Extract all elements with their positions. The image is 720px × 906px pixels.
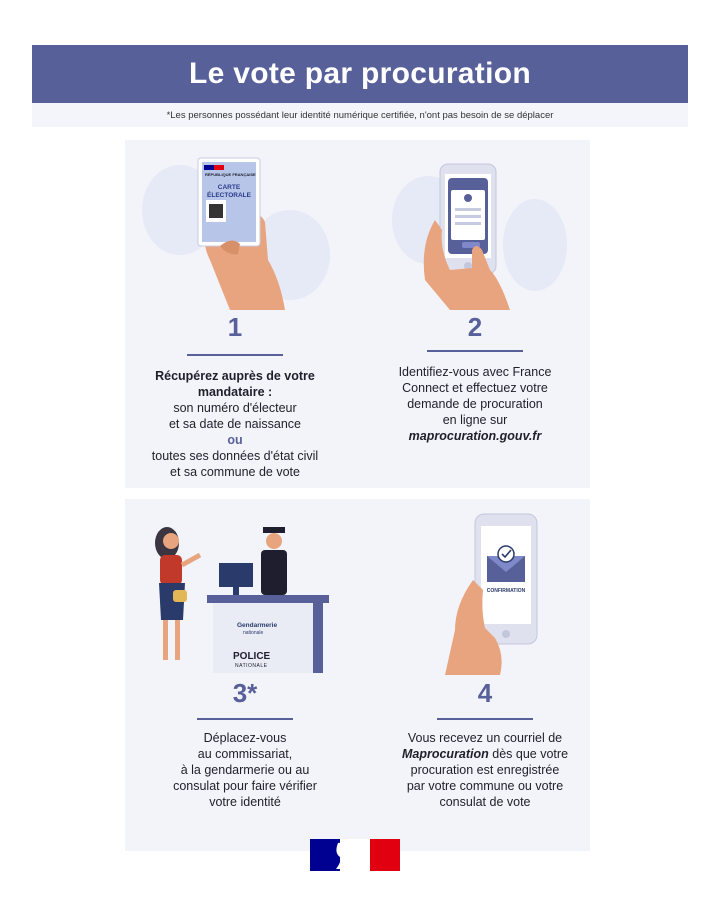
step-4-divider [437, 718, 533, 720]
electoral-card-illustration [140, 150, 330, 310]
marianne-flag-icon [310, 839, 400, 871]
card-title: CARTE ÉLECTORALE [207, 184, 251, 199]
step-2-url: maprocuration.gouv.fr [408, 429, 542, 443]
confirmation-phone-illustration [425, 510, 565, 675]
step-4-brand-line [380, 746, 590, 762]
step-1-line: et sa commune de vote [170, 465, 300, 479]
step-2-divider [427, 350, 523, 352]
step-3-line: consulat pour faire vérifier [173, 779, 317, 793]
step-3-divider [197, 718, 293, 720]
note-text: *Les personnes possédant leur identité numérique certifiée, n'ont pas besoin de se déplacer [166, 109, 554, 121]
step-4-text [380, 730, 590, 810]
step-3-line: Déplacez-vous [203, 731, 287, 745]
step-1-divider [187, 354, 283, 356]
step-2-line: Identifiez-vous avec France [398, 365, 552, 379]
step-1-line: et sa date de naissance [168, 417, 302, 431]
step-3-line: au commissariat, [197, 747, 293, 761]
step-2 [370, 312, 580, 482]
step-3-text [140, 730, 350, 810]
page-title: Le vote par procuration [189, 57, 531, 90]
step-4-line: consulat de vote [439, 795, 531, 809]
step-3-line: votre identité [209, 795, 281, 809]
step-1-line: toutes ses données d'état civil [151, 449, 319, 463]
police-label: POLICE [233, 651, 271, 662]
note-bar [32, 103, 688, 127]
step-1-line: son numéro d'électeur [173, 401, 297, 415]
step-4-line: par votre commune ou votre [406, 779, 564, 793]
step-1-line: Récupérez auprès de votre [155, 369, 315, 383]
step-1-line: mandataire : [197, 385, 273, 399]
step-4-number: 4 [477, 678, 493, 708]
gendarmerie-label: Gendarmerie [237, 622, 278, 629]
gendarmerie-sub: nationale [243, 630, 264, 636]
phone-illustration [390, 150, 570, 310]
step-2-line: en ligne sur [442, 413, 508, 427]
step-3-number: 3* [232, 678, 258, 708]
step-2-text [370, 364, 580, 444]
confirmation-label: CONFIRMATION [486, 588, 526, 594]
step-2-number: 2 [467, 312, 483, 342]
police-sub: NATIONALE [235, 663, 268, 669]
step-4 [380, 678, 590, 848]
step-4-brand: Maprocuration [401, 747, 489, 761]
step-1-number: 1 [227, 312, 243, 342]
step-3 [140, 678, 350, 848]
police-desk-illustration [145, 515, 345, 675]
step-4-line: Vous recevez un courriel de [407, 731, 563, 745]
header-banner [32, 45, 688, 103]
step-3-line: à la gendarmerie ou au [180, 763, 310, 777]
step-4-line: procuration est enregistrée [410, 763, 560, 777]
step-1 [130, 312, 340, 482]
step-1-text [130, 368, 340, 480]
step-4-line-suffix: dès que votre [488, 747, 569, 761]
step-2-line: Connect et effectuez votre [402, 381, 548, 395]
step-1-or: ou [227, 433, 243, 447]
step-2-line: demande de procuration [407, 397, 543, 411]
card-country: RÉPUBLIQUE FRANÇAISE [205, 172, 256, 177]
